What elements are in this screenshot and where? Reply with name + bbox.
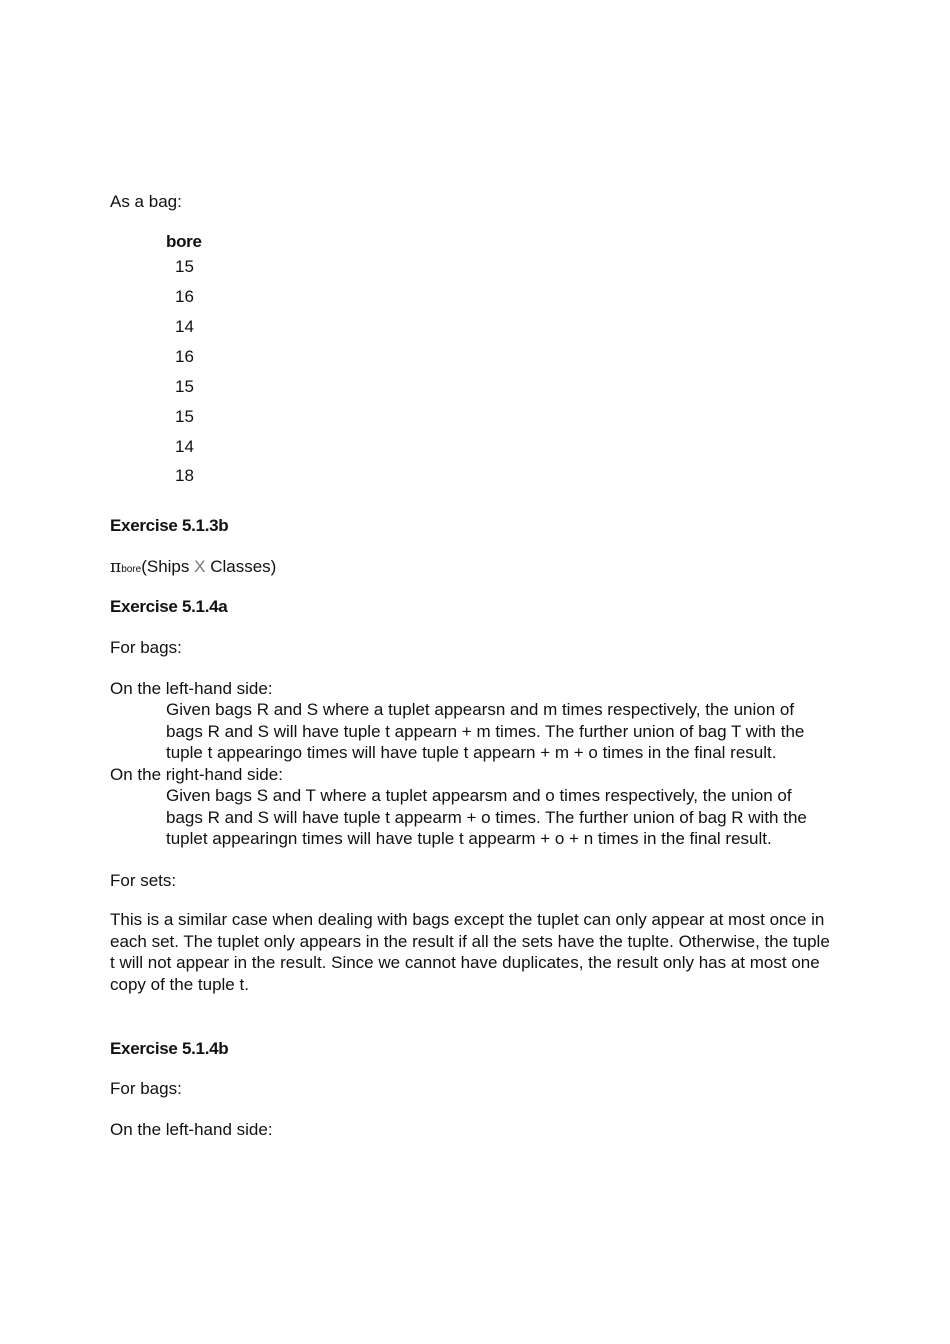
- bore-value: 18: [175, 466, 194, 485]
- bore-value: 16: [175, 287, 194, 306]
- sets-explanation: This is a similar case when dealing with bags except the tuplet can only appear at most once in each set. The tuplet only appears in the result if all the sets have the tuplte. Otherwise, the tuple t will not appear in the result. Since we cannot have duplicates, the result only has at most one copy of the tuple t.: [110, 910, 830, 994]
- expression-close: Classes): [205, 557, 277, 576]
- bore-value: 15: [175, 257, 194, 276]
- exercise-5-1-4b-heading: Exercise 5.1.4b: [110, 1039, 229, 1058]
- pi-symbol: π: [110, 557, 122, 577]
- bore-value: 16: [175, 347, 194, 366]
- for-sets-label: For sets:: [110, 871, 177, 890]
- exercise-5-1-4a-heading: Exercise 5.1.4a: [110, 597, 228, 616]
- lhs-explanation: Given bags R and S where a tuplet appearsn and m times respectively, the union of bags R and S will have tuple t appearn + m times. The further union of bag T with the tuple t appearingo times will have tuple t appearn + m + o times in the final result.: [166, 700, 805, 762]
- bore-value: 15: [175, 377, 194, 396]
- expression-open: (Ships: [141, 557, 195, 576]
- bore-table-header: bore: [166, 232, 202, 251]
- pi-subscript: bore: [121, 564, 142, 575]
- cross-product-operator: X: [194, 557, 206, 576]
- bore-value: 14: [175, 317, 194, 336]
- lhs-label-2: On the left-hand side:: [110, 1120, 273, 1139]
- for-bags-label: For bags:: [110, 638, 182, 657]
- for-bags-label-2: For bags:: [110, 1079, 182, 1098]
- bag-intro: As a bag:: [110, 192, 182, 211]
- projection-expression: [110, 556, 276, 580]
- rhs-explanation: Given bags S and T where a tuplet appearsm and o times respectively, the union of bags R and S will have tuple t appearm + o times. The further union of bag R with the tuplet appearingn times will have tuple t appearm + o + n times in the final result.: [166, 786, 807, 848]
- bore-value: 15: [175, 407, 194, 426]
- bore-value: 14: [175, 437, 194, 456]
- lhs-label: On the left-hand side:: [110, 679, 273, 698]
- exercise-5-1-3b-heading: Exercise 5.1.3b: [110, 516, 229, 535]
- rhs-label: On the right-hand side:: [110, 765, 283, 784]
